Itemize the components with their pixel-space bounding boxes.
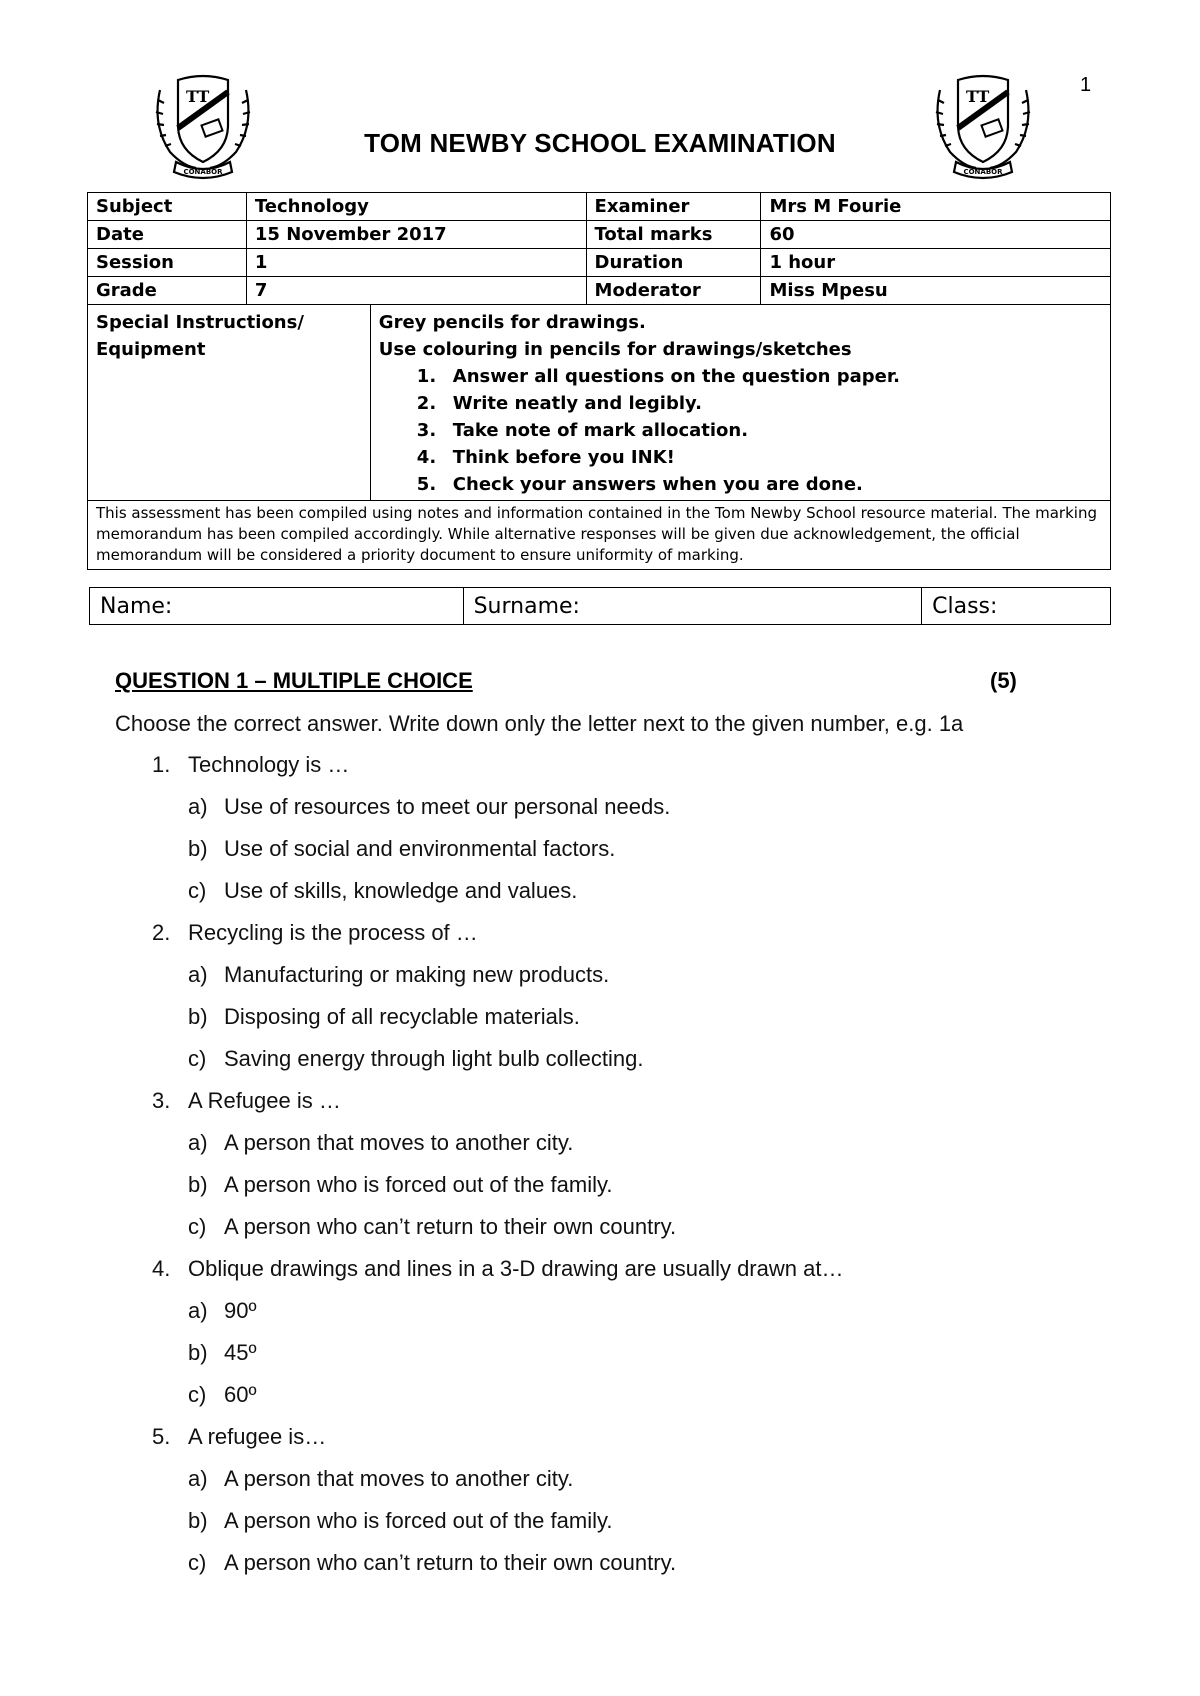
question-number: 5. [152, 1424, 171, 1449]
option-letter: b) [188, 1340, 208, 1365]
total-marks-value: 60 [761, 221, 1111, 249]
option-text: A person who is forced out of the family. [224, 1508, 613, 1533]
question-text: A Refugee is … [188, 1088, 341, 1113]
option-letter: a) [188, 1466, 208, 1491]
option-letter: a) [188, 794, 208, 819]
question-marks: (5) [990, 668, 1017, 693]
special-label-line1: Special Instructions/ [96, 312, 304, 333]
grade-value: 7 [246, 277, 586, 305]
option-letter: b) [188, 1172, 208, 1197]
session-label: Session [88, 249, 247, 277]
option-letter: a) [188, 962, 208, 987]
class-field[interactable]: Class: [922, 588, 1111, 625]
option-letter: c) [188, 1046, 207, 1071]
special-line: Grey pencils for drawings. [378, 312, 646, 333]
instruction-item: 2. Write neatly and legibly. [416, 393, 702, 414]
moderator-value: Miss Mpesu [761, 277, 1111, 305]
surname-field[interactable]: Surname: [463, 588, 922, 625]
instruction-item: 5. Check your answers when you are done. [416, 474, 863, 495]
option-text: A person who is forced out of the family. [224, 1172, 613, 1197]
session-value: 1 [246, 249, 586, 277]
grade-label: Grade [88, 277, 247, 305]
question-number: 3. [152, 1088, 171, 1113]
option-text: A person who can’t return to their own country. [224, 1550, 677, 1575]
instruction-item: 3. Take note of mark allocation. [416, 420, 749, 441]
question-text: Technology is … [188, 752, 350, 777]
option-text: Use of social and environmental factors. [224, 836, 616, 861]
student-details-table [89, 587, 1111, 625]
special-instructions-label [88, 305, 371, 501]
question-heading: QUESTION 1 – MULTIPLE CHOICE [115, 668, 473, 693]
option-text: A person that moves to another city. [224, 1466, 574, 1491]
crest-motto: CONABOR [183, 168, 223, 176]
subject-label: Subject [88, 193, 247, 221]
question-number: 1. [152, 752, 171, 777]
option-letter: c) [188, 1550, 207, 1575]
option-letter: c) [188, 878, 207, 903]
question-number: 2. [152, 920, 171, 945]
page-number: 1 [1080, 74, 1092, 96]
option-text: Use of skills, knowledge and values. [224, 878, 578, 903]
option-text: A person who can’t return to their own country. [224, 1214, 677, 1239]
instructions-list [379, 363, 1102, 498]
option-text: Disposing of all recyclable materials. [224, 1004, 580, 1029]
option-text: Manufacturing or making new products. [224, 962, 610, 987]
special-instructions-content [370, 305, 1110, 501]
option-letter: b) [188, 836, 208, 861]
question-text: A refugee is… [188, 1424, 327, 1449]
name-field[interactable]: Name: [90, 588, 464, 625]
instruction-item: 1. Answer all questions on the question paper. [416, 366, 901, 387]
option-letter: a) [188, 1298, 208, 1323]
option-text: 90º [224, 1298, 257, 1323]
option-letter: c) [188, 1214, 207, 1239]
option-text: A person that moves to another city. [224, 1130, 574, 1155]
subject-value: Technology [246, 193, 586, 221]
question-text: Oblique drawings and lines in a 3-D drawing are usually drawn at… [188, 1256, 844, 1281]
examiner-label: Examiner [586, 193, 761, 221]
option-text: Use of resources to meet our personal needs. [224, 794, 671, 819]
date-label: Date [88, 221, 247, 249]
moderator-label: Moderator [586, 277, 761, 305]
exam-info-table [87, 192, 1111, 570]
school-crest-logo [148, 70, 258, 182]
instruction-item: 4. Think before you INK! [416, 447, 675, 468]
svg-text:TT: TT [186, 87, 210, 106]
special-label-line2: Equipment [96, 339, 206, 360]
option-text: Saving energy through light bulb collecting. [224, 1046, 644, 1071]
option-letter: c) [188, 1382, 207, 1407]
assessment-disclaimer: This assessment has been compiled using notes and information contained in the Tom Newby School resource material. The marking memorandum has been compiled accordingly. While alternative responses will be given due acknowledgement, the official memorandum will be considered a priority document to ensure uniformity of marking. [88, 501, 1111, 570]
option-letter: b) [188, 1508, 208, 1533]
svg-text:TT: TT [966, 87, 990, 106]
option-letter: b) [188, 1004, 208, 1029]
option-text: 45º [224, 1340, 257, 1365]
date-value: 15 November 2017 [246, 221, 586, 249]
option-text: 60º [224, 1382, 257, 1407]
school-crest-logo [928, 70, 1038, 182]
question-instruction: Choose the correct answer. Write down only the letter next to the given number, e.g. 1a [115, 711, 964, 736]
examiner-value: Mrs M Fourie [761, 193, 1111, 221]
total-marks-label: Total marks [586, 221, 761, 249]
crest-motto: CONABOR [963, 168, 1003, 176]
question-text: Recycling is the process of … [188, 920, 478, 945]
exam-title: TOM NEWBY SCHOOL EXAMINATION [364, 128, 836, 158]
question-number: 4. [152, 1256, 171, 1281]
option-letter: a) [188, 1130, 208, 1155]
duration-value: 1 hour [761, 249, 1111, 277]
special-line: Use colouring in pencils for drawings/sketches [378, 339, 852, 360]
duration-label: Duration [586, 249, 761, 277]
